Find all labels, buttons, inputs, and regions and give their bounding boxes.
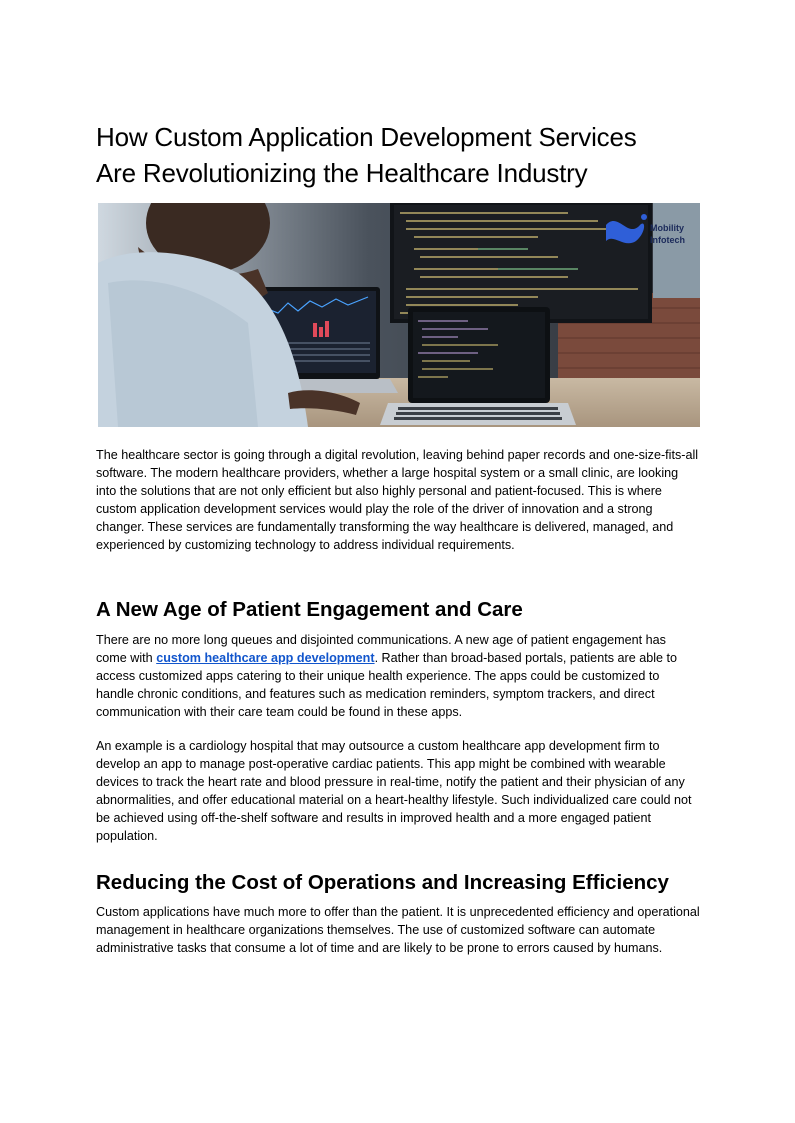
hero-illustration (98, 203, 700, 427)
section1-paragraph-2: An example is a cardiology hospital that may outsource a custom healthcare app development firm to develop an app to manage post-operative cardiac patients. This app might be combined with wearable devices to track the heart rate and blood pressure in real-time, notify the patient and their physician of any abnormalities, and offer educational material on a heart-healthy lifestyle. Such individualized care could not be achieved using off-the-shelf software and results in improved health and a more engaged patient population. (96, 739, 692, 843)
section1-paragraph-1 (96, 632, 700, 722)
intro-paragraph: The healthcare sector is going through a digital revolution, leaving behind paper records and one-size-fits-all software. The modern healthcare providers, whether a large hospital system or a small clinic, are looking into the solutions that are not only efficient but also highly personal and patient-focused. This is where custom application development services would play the role of the driver of innovation and a strong changer. These services are fundamentally transforming the way healthcare is delivered, managed, and experienced by customizing technology to address individual requirements. (96, 448, 699, 552)
logo-text-line-1: Mobility (650, 223, 684, 233)
code-laptop (380, 307, 576, 425)
section-heading-operations-efficiency: Reducing the Cost of Operations and Increasing Efficiency (96, 871, 669, 894)
section-heading-patient-engagement: A New Age of Patient Engagement and Care (96, 598, 523, 621)
title-line-1: How Custom Application Development Services (96, 122, 637, 152)
section2-paragraph-1: Custom applications have much more to offer than the patient. It is unprecedented efficiency and operational management in healthcare organizations themselves. The use of customized software can automate administrative tasks that consume a lot of time and are likely to be prone to errors caused by humans. (96, 905, 700, 955)
logo-text-line-2: Infotech (650, 235, 685, 245)
hero-image (98, 203, 700, 427)
custom-healthcare-app-development-link[interactable]: custom healthcare app development (156, 650, 375, 665)
section1-p1-text-after: . Rather than broad-based portals, patients are able to access customized apps catering to their unique health experience. The apps could be customized to handle chronic conditions, and features such as medication reminders, symptom trackers, and direct communication with their care team could be found in these apps. (96, 650, 678, 719)
section1-p1-text-before: There are no more long queues and disjointed communications. A new age of patient engagement has come with (96, 633, 666, 665)
title-line-2: Are Revolutionizing the Healthcare Industry (96, 158, 588, 188)
page-title (96, 119, 716, 191)
